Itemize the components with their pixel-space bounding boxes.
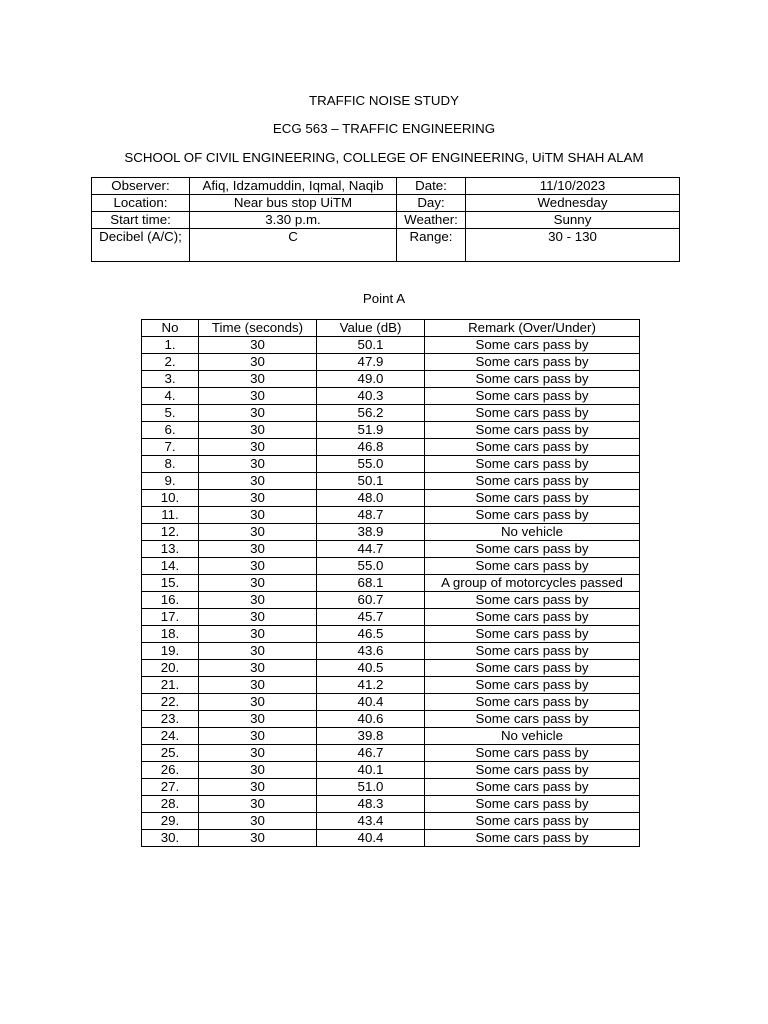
cell-remark: Some cars pass by bbox=[425, 796, 640, 813]
cell-no: 3. bbox=[142, 371, 199, 388]
table-row bbox=[142, 524, 640, 541]
cell-remark: Some cars pass by bbox=[425, 371, 640, 388]
cell-value: 47.9 bbox=[317, 354, 425, 371]
decibel-value: C bbox=[190, 229, 397, 262]
cell-value: 56.2 bbox=[317, 405, 425, 422]
cell-time: 30 bbox=[199, 762, 317, 779]
cell-value: 50.1 bbox=[317, 473, 425, 490]
cell-value: 41.2 bbox=[317, 677, 425, 694]
table-row bbox=[142, 371, 640, 388]
table-row bbox=[142, 660, 640, 677]
document-title: TRAFFIC NOISE STUDY bbox=[309, 93, 459, 108]
table-row bbox=[142, 711, 640, 728]
range-value: 30 - 130 bbox=[466, 229, 680, 262]
table-header-row bbox=[142, 320, 640, 337]
cell-no: 10. bbox=[142, 490, 199, 507]
cell-value: 43.4 bbox=[317, 813, 425, 830]
cell-value: 60.7 bbox=[317, 592, 425, 609]
cell-time: 30 bbox=[199, 405, 317, 422]
cell-no: 22. bbox=[142, 694, 199, 711]
cell-no: 30. bbox=[142, 830, 199, 847]
noise-readings-table bbox=[141, 319, 640, 847]
cell-no: 25. bbox=[142, 745, 199, 762]
cell-no: 8. bbox=[142, 456, 199, 473]
table-row bbox=[142, 677, 640, 694]
cell-time: 30 bbox=[199, 626, 317, 643]
table-row bbox=[142, 830, 640, 847]
cell-value: 40.1 bbox=[317, 762, 425, 779]
table-row bbox=[142, 439, 640, 456]
cell-no: 6. bbox=[142, 422, 199, 439]
cell-remark: Some cars pass by bbox=[425, 439, 640, 456]
cell-remark: Some cars pass by bbox=[425, 711, 640, 728]
cell-value: 51.0 bbox=[317, 779, 425, 796]
table-row bbox=[142, 779, 640, 796]
table-row bbox=[142, 796, 640, 813]
table-row bbox=[142, 626, 640, 643]
cell-time: 30 bbox=[199, 677, 317, 694]
decibel-label: Decibel (A/C); bbox=[92, 229, 190, 262]
cell-no: 12. bbox=[142, 524, 199, 541]
observer-value: Afiq, Idzamuddin, Iqmal, Naqib bbox=[190, 178, 397, 195]
cell-remark: Some cars pass by bbox=[425, 592, 640, 609]
start-time-value: 3.30 p.m. bbox=[190, 212, 397, 229]
cell-remark: Some cars pass by bbox=[425, 558, 640, 575]
cell-remark: Some cars pass by bbox=[425, 779, 640, 796]
cell-value: 55.0 bbox=[317, 558, 425, 575]
cell-value: 40.4 bbox=[317, 830, 425, 847]
day-label: Day: bbox=[397, 195, 466, 212]
cell-value: 43.6 bbox=[317, 643, 425, 660]
table-row bbox=[142, 354, 640, 371]
cell-remark: Some cars pass by bbox=[425, 745, 640, 762]
cell-time: 30 bbox=[199, 575, 317, 592]
cell-remark: Some cars pass by bbox=[425, 626, 640, 643]
cell-time: 30 bbox=[199, 830, 317, 847]
location-value: Near bus stop UiTM bbox=[190, 195, 397, 212]
cell-time: 30 bbox=[199, 660, 317, 677]
table-row bbox=[142, 422, 640, 439]
observer-label: Observer: bbox=[92, 178, 190, 195]
cell-time: 30 bbox=[199, 541, 317, 558]
cell-value: 40.6 bbox=[317, 711, 425, 728]
cell-time: 30 bbox=[199, 609, 317, 626]
range-label: Range: bbox=[397, 229, 466, 262]
cell-no: 13. bbox=[142, 541, 199, 558]
cell-value: 46.5 bbox=[317, 626, 425, 643]
cell-remark: Some cars pass by bbox=[425, 694, 640, 711]
cell-time: 30 bbox=[199, 524, 317, 541]
info-row-observer bbox=[92, 178, 680, 195]
day-value: Wednesday bbox=[466, 195, 680, 212]
cell-remark: Some cars pass by bbox=[425, 762, 640, 779]
cell-value: 38.9 bbox=[317, 524, 425, 541]
table-row bbox=[142, 558, 640, 575]
cell-no: 16. bbox=[142, 592, 199, 609]
cell-no: 1. bbox=[142, 337, 199, 354]
cell-value: 39.8 bbox=[317, 728, 425, 745]
table-row bbox=[142, 490, 640, 507]
cell-no: 20. bbox=[142, 660, 199, 677]
cell-time: 30 bbox=[199, 456, 317, 473]
table-row bbox=[142, 643, 640, 660]
table-body bbox=[142, 337, 640, 847]
cell-no: 21. bbox=[142, 677, 199, 694]
cell-remark: Some cars pass by bbox=[425, 337, 640, 354]
cell-no: 14. bbox=[142, 558, 199, 575]
school-title: SCHOOL OF CIVIL ENGINEERING, COLLEGE OF ENGINEERING, UiTM SHAH ALAM bbox=[124, 150, 644, 165]
cell-time: 30 bbox=[199, 745, 317, 762]
cell-value: 40.3 bbox=[317, 388, 425, 405]
table-row bbox=[142, 745, 640, 762]
table-row bbox=[142, 609, 640, 626]
cell-value: 46.8 bbox=[317, 439, 425, 456]
point-label: Point A bbox=[362, 291, 406, 306]
cell-time: 30 bbox=[199, 337, 317, 354]
table-row bbox=[142, 728, 640, 745]
cell-time: 30 bbox=[199, 711, 317, 728]
cell-value: 44.7 bbox=[317, 541, 425, 558]
cell-remark: Some cars pass by bbox=[425, 388, 640, 405]
cell-time: 30 bbox=[199, 779, 317, 796]
cell-remark: Some cars pass by bbox=[425, 405, 640, 422]
cell-value: 55.0 bbox=[317, 456, 425, 473]
cell-remark: A group of motorcycles passed bbox=[425, 575, 640, 592]
cell-time: 30 bbox=[199, 490, 317, 507]
cell-time: 30 bbox=[199, 694, 317, 711]
cell-time: 30 bbox=[199, 507, 317, 524]
table-row bbox=[142, 388, 640, 405]
cell-value: 40.4 bbox=[317, 694, 425, 711]
column-header-time: Time (seconds) bbox=[199, 320, 317, 337]
cell-value: 48.0 bbox=[317, 490, 425, 507]
cell-value: 68.1 bbox=[317, 575, 425, 592]
cell-time: 30 bbox=[199, 592, 317, 609]
cell-no: 18. bbox=[142, 626, 199, 643]
table-row bbox=[142, 337, 640, 354]
cell-time: 30 bbox=[199, 422, 317, 439]
table-row bbox=[142, 813, 640, 830]
table-row bbox=[142, 456, 640, 473]
date-label: Date: bbox=[397, 178, 466, 195]
cell-remark: Some cars pass by bbox=[425, 490, 640, 507]
cell-remark: Some cars pass by bbox=[425, 660, 640, 677]
info-row-decibel bbox=[92, 229, 680, 262]
cell-value: 40.5 bbox=[317, 660, 425, 677]
cell-value: 51.9 bbox=[317, 422, 425, 439]
cell-no: 7. bbox=[142, 439, 199, 456]
info-row-start-time bbox=[92, 212, 680, 229]
cell-time: 30 bbox=[199, 371, 317, 388]
date-value: 11/10/2023 bbox=[466, 178, 680, 195]
cell-remark: Some cars pass by bbox=[425, 541, 640, 558]
cell-no: 4. bbox=[142, 388, 199, 405]
cell-time: 30 bbox=[199, 439, 317, 456]
cell-no: 2. bbox=[142, 354, 199, 371]
cell-time: 30 bbox=[199, 728, 317, 745]
cell-no: 11. bbox=[142, 507, 199, 524]
cell-remark: Some cars pass by bbox=[425, 473, 640, 490]
info-row-location bbox=[92, 195, 680, 212]
start-time-label: Start time: bbox=[92, 212, 190, 229]
cell-time: 30 bbox=[199, 558, 317, 575]
cell-remark: Some cars pass by bbox=[425, 456, 640, 473]
cell-no: 26. bbox=[142, 762, 199, 779]
location-label: Location: bbox=[92, 195, 190, 212]
weather-value: Sunny bbox=[466, 212, 680, 229]
cell-time: 30 bbox=[199, 796, 317, 813]
table-row bbox=[142, 592, 640, 609]
table-row bbox=[142, 762, 640, 779]
cell-time: 30 bbox=[199, 813, 317, 830]
cell-time: 30 bbox=[199, 388, 317, 405]
table-row bbox=[142, 694, 640, 711]
cell-no: 15. bbox=[142, 575, 199, 592]
column-header-no: No bbox=[142, 320, 199, 337]
cell-no: 27. bbox=[142, 779, 199, 796]
cell-no: 5. bbox=[142, 405, 199, 422]
cell-remark: Some cars pass by bbox=[425, 507, 640, 524]
table-row bbox=[142, 541, 640, 558]
cell-value: 45.7 bbox=[317, 609, 425, 626]
table-row bbox=[142, 575, 640, 592]
column-header-remark: Remark (Over/Under) bbox=[425, 320, 640, 337]
cell-time: 30 bbox=[199, 643, 317, 660]
course-title: ECG 563 – TRAFFIC ENGINEERING bbox=[272, 121, 496, 136]
cell-remark: Some cars pass by bbox=[425, 354, 640, 371]
cell-value: 49.0 bbox=[317, 371, 425, 388]
cell-time: 30 bbox=[199, 354, 317, 371]
cell-no: 17. bbox=[142, 609, 199, 626]
cell-no: 24. bbox=[142, 728, 199, 745]
cell-remark: No vehicle bbox=[425, 728, 640, 745]
cell-value: 48.7 bbox=[317, 507, 425, 524]
cell-value: 48.3 bbox=[317, 796, 425, 813]
cell-value: 50.1 bbox=[317, 337, 425, 354]
cell-no: 23. bbox=[142, 711, 199, 728]
cell-no: 9. bbox=[142, 473, 199, 490]
cell-remark: No vehicle bbox=[425, 524, 640, 541]
cell-no: 19. bbox=[142, 643, 199, 660]
cell-no: 29. bbox=[142, 813, 199, 830]
table-row bbox=[142, 507, 640, 524]
cell-no: 28. bbox=[142, 796, 199, 813]
table-row bbox=[142, 405, 640, 422]
cell-value: 46.7 bbox=[317, 745, 425, 762]
weather-label: Weather: bbox=[397, 212, 466, 229]
cell-remark: Some cars pass by bbox=[425, 830, 640, 847]
cell-time: 30 bbox=[199, 473, 317, 490]
cell-remark: Some cars pass by bbox=[425, 813, 640, 830]
cell-remark: Some cars pass by bbox=[425, 677, 640, 694]
cell-remark: Some cars pass by bbox=[425, 643, 640, 660]
cell-remark: Some cars pass by bbox=[425, 422, 640, 439]
study-info-table bbox=[91, 177, 680, 262]
cell-remark: Some cars pass by bbox=[425, 609, 640, 626]
column-header-value: Value (dB) bbox=[317, 320, 425, 337]
table-row bbox=[142, 473, 640, 490]
